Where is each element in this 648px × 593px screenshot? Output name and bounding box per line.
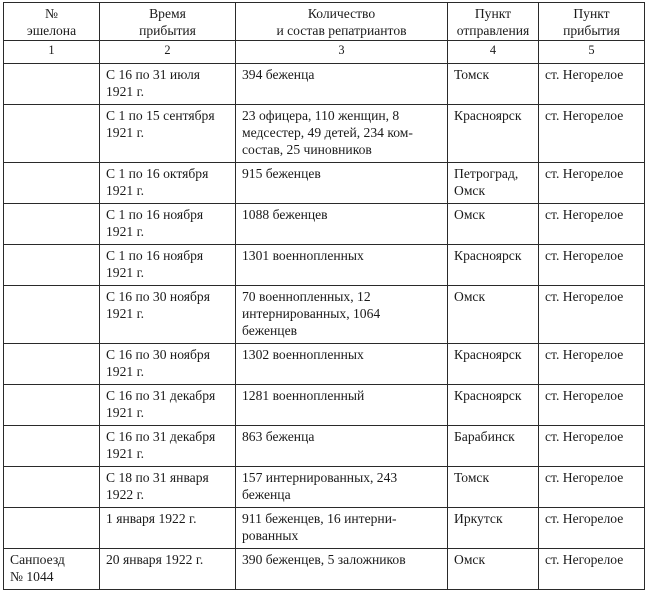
column-number-row	[4, 41, 645, 64]
column-number: 1	[4, 41, 100, 64]
cell-arrival-time: С 1 по 16 октября 1921 г.	[100, 163, 236, 204]
cell-arrival-time: С 16 по 31 декабря 1921 г.	[100, 426, 236, 467]
cell-arrival-time: С 16 по 31 декабря 1921 г.	[100, 385, 236, 426]
table-row	[4, 426, 645, 467]
table-row	[4, 64, 645, 105]
cell-arrival-time: С 1 по 15 сентября 1921 г.	[100, 105, 236, 163]
cell-departure: Омск	[448, 286, 539, 344]
table-row	[4, 245, 645, 286]
cell-arrival-time: С 1 по 16 ноября 1921 г.	[100, 204, 236, 245]
cell-departure: Омск	[448, 549, 539, 590]
cell-composition: 915 беженцев	[236, 163, 448, 204]
cell-echelon	[4, 467, 100, 508]
cell-composition: 394 беженца	[236, 64, 448, 105]
cell-composition: 70 военнопленных, 12 интернированных, 1064 беженцев	[236, 286, 448, 344]
cell-echelon	[4, 344, 100, 385]
header-composition: Количество и состав репатриантов	[236, 3, 448, 41]
cell-departure: Томск	[448, 64, 539, 105]
table-row	[4, 508, 645, 549]
cell-departure: Омск	[448, 204, 539, 245]
cell-arrival-time: С 16 по 30 ноября 1921 г.	[100, 344, 236, 385]
cell-departure: Красноярск	[448, 344, 539, 385]
cell-arrival: ст. Негорелое	[539, 64, 645, 105]
header-departure-point: Пункт отправления	[448, 3, 539, 41]
repatriation-table	[3, 2, 645, 590]
cell-arrival-time: С 18 по 31 января 1922 г.	[100, 467, 236, 508]
cell-composition: 1281 военнопленный	[236, 385, 448, 426]
cell-arrival: ст. Негорелое	[539, 508, 645, 549]
cell-composition: 157 интернированных, 243 беженца	[236, 467, 448, 508]
cell-arrival: ст. Негорелое	[539, 286, 645, 344]
cell-arrival: ст. Негорелое	[539, 467, 645, 508]
cell-echelon	[4, 204, 100, 245]
cell-arrival: ст. Негорелое	[539, 204, 645, 245]
cell-composition: 1302 военнопленных	[236, 344, 448, 385]
cell-echelon	[4, 163, 100, 204]
cell-echelon	[4, 508, 100, 549]
cell-echelon	[4, 245, 100, 286]
cell-arrival-time: С 16 по 30 ноября 1921 г.	[100, 286, 236, 344]
column-number: 4	[448, 41, 539, 64]
cell-echelon	[4, 426, 100, 467]
column-number: 2	[100, 41, 236, 64]
cell-echelon	[4, 64, 100, 105]
cell-departure: Красноярск	[448, 385, 539, 426]
cell-departure: Красноярск	[448, 105, 539, 163]
cell-echelon: Санпоезд № 1044	[4, 549, 100, 590]
table-row	[4, 344, 645, 385]
cell-composition: 1088 беженцев	[236, 204, 448, 245]
cell-arrival: ст. Негорелое	[539, 385, 645, 426]
cell-composition: 911 беженцев, 16 интерни- рованных	[236, 508, 448, 549]
table-row	[4, 163, 645, 204]
header-arrival-time: Время прибытия	[100, 3, 236, 41]
header-echelon: № эшелона	[4, 3, 100, 41]
cell-arrival-time: 1 января 1922 г.	[100, 508, 236, 549]
cell-arrival: ст. Негорелое	[539, 344, 645, 385]
table-row	[4, 286, 645, 344]
table-row	[4, 385, 645, 426]
cell-composition: 23 офицера, 110 женщин, 8 медсестер, 49 детей, 234 ком- состав, 25 чиновников	[236, 105, 448, 163]
cell-arrival: ст. Негорелое	[539, 426, 645, 467]
cell-composition: 1301 военнопленных	[236, 245, 448, 286]
cell-departure: Иркутск	[448, 508, 539, 549]
cell-arrival-time: 20 января 1922 г.	[100, 549, 236, 590]
cell-composition: 863 беженца	[236, 426, 448, 467]
table-row	[4, 467, 645, 508]
column-number: 5	[539, 41, 645, 64]
cell-composition: 390 беженцев, 5 заложников	[236, 549, 448, 590]
cell-departure: Томск	[448, 467, 539, 508]
cell-arrival: ст. Негорелое	[539, 549, 645, 590]
table-row	[4, 549, 645, 590]
cell-departure: Красноярск	[448, 245, 539, 286]
cell-echelon	[4, 286, 100, 344]
cell-arrival: ст. Негорелое	[539, 105, 645, 163]
cell-echelon	[4, 385, 100, 426]
cell-departure: Барабинск	[448, 426, 539, 467]
cell-arrival: ст. Негорелое	[539, 163, 645, 204]
document-page	[3, 2, 644, 590]
cell-departure: Петроград, Омск	[448, 163, 539, 204]
header-arrival-point: Пункт прибытия	[539, 3, 645, 41]
table-row	[4, 204, 645, 245]
cell-echelon	[4, 105, 100, 163]
column-number: 3	[236, 41, 448, 64]
cell-arrival: ст. Негорелое	[539, 245, 645, 286]
table-row	[4, 105, 645, 163]
header-row	[4, 3, 645, 41]
cell-arrival-time: С 1 по 16 ноября 1921 г.	[100, 245, 236, 286]
cell-arrival-time: С 16 по 31 июля 1921 г.	[100, 64, 236, 105]
